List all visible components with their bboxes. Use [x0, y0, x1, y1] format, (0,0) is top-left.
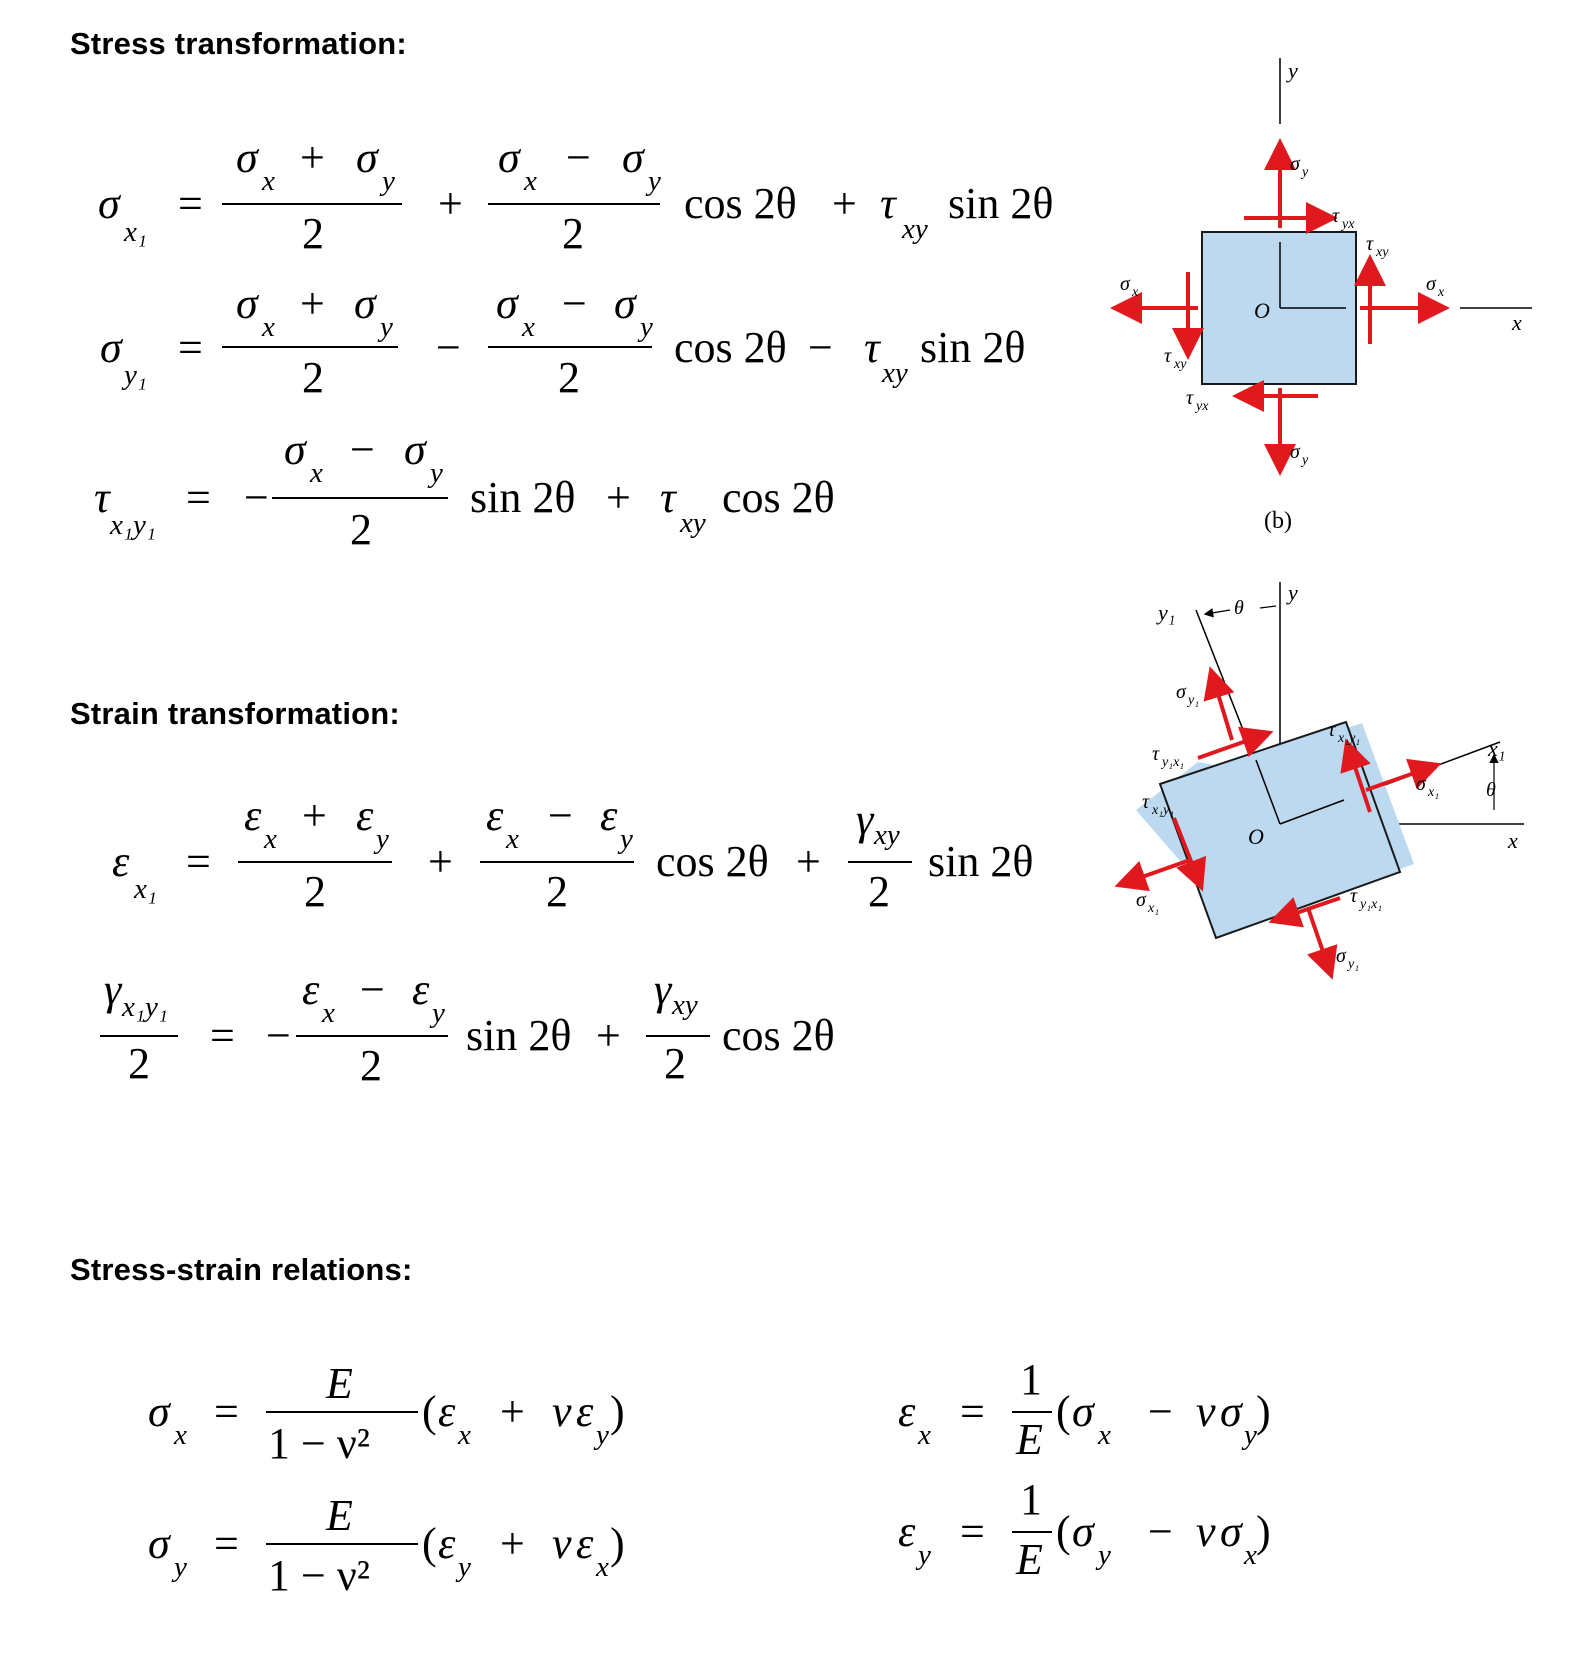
sub-x: x: [1244, 1539, 1257, 1571]
sym-E: E: [1016, 1535, 1043, 1584]
sym-sigma: σ: [356, 133, 378, 182]
sub-x: x: [262, 165, 275, 197]
label-sub-xy: xy: [1376, 245, 1389, 260]
paren-close: ): [1256, 1387, 1271, 1436]
axis-x-label: x: [1508, 828, 1518, 853]
numerator-one: 1: [1020, 1475, 1042, 1524]
heading-stress-transformation: Stress transformation:: [70, 26, 407, 61]
rotated-element-figure: [1122, 580, 1524, 972]
sub-y: y: [432, 997, 445, 1029]
plus-sign: +: [302, 791, 327, 840]
sym-epsilon: ε: [302, 965, 320, 1014]
label-tau-x1y1: τ: [1328, 719, 1336, 741]
cos-2theta: cos 2θ: [722, 473, 835, 522]
sym-epsilon: ε: [486, 791, 504, 840]
sym-tau: τ: [864, 323, 880, 372]
sub-xy: xy: [902, 213, 928, 245]
sym-nu: ν: [1196, 1507, 1216, 1556]
one-minus-nu-squared: 1 − ν²: [268, 1551, 370, 1600]
denominator-two: 2: [562, 209, 584, 258]
equals-sign: =: [960, 1507, 985, 1556]
label-sub-y: y: [1302, 453, 1309, 468]
origin-label: O: [1248, 824, 1264, 849]
sym-nu: ν: [552, 1519, 572, 1568]
sym-epsilon: ε: [356, 791, 374, 840]
sub-y: y: [648, 165, 661, 197]
label-sub-x1y1: x₁y₁: [1338, 731, 1361, 746]
sub-xy: xy: [874, 819, 900, 851]
fraction-bars: [100, 204, 1052, 1544]
sub-y: y: [596, 1419, 609, 1451]
label-sub-x: x: [1132, 285, 1139, 300]
label-tau-yx: τ: [1186, 387, 1194, 409]
plus-sign: +: [428, 837, 453, 886]
label-sub-y1x1: y₁x₁: [1162, 755, 1185, 770]
sub-x: x: [596, 1551, 609, 1583]
paren-open: (: [1056, 1507, 1071, 1556]
sym-E: E: [326, 1359, 353, 1408]
label-sub-x: x: [1438, 285, 1445, 300]
sym-sigma: σ: [1220, 1507, 1242, 1556]
axis-y-label: y: [1288, 580, 1298, 605]
label-tau-yx: τ: [1332, 205, 1340, 227]
sub-y: y: [382, 165, 395, 197]
numerator-one: 1: [1020, 1355, 1042, 1404]
equals-sign: =: [214, 1519, 239, 1568]
sym-sigma: σ: [1220, 1387, 1242, 1436]
sin-2theta: sin 2θ: [466, 1011, 572, 1060]
sym-epsilon: ε: [576, 1519, 594, 1568]
paren-close: ): [1256, 1507, 1271, 1556]
sym-epsilon: ε: [898, 1387, 916, 1436]
plus-sign: +: [300, 133, 325, 182]
minus-sign: −: [548, 791, 573, 840]
minus-sign: −: [436, 323, 461, 372]
plus-sign: +: [500, 1519, 525, 1568]
sym-gamma: γ: [856, 795, 874, 844]
label-tau-y1x1: τ: [1152, 743, 1160, 765]
sym-sigma: σ: [100, 323, 122, 372]
stress-element-figure: [1118, 58, 1532, 534]
sub-x: x: [310, 457, 323, 489]
denominator-two: 2: [360, 1041, 382, 1090]
sym-gamma: γ: [104, 965, 122, 1014]
sub-y: y: [620, 823, 633, 855]
one-minus-nu-squared: 1 − ν²: [268, 1419, 370, 1468]
plus-sign: +: [606, 473, 631, 522]
plus-sign: +: [796, 837, 821, 886]
angle-theta-label: θ: [1234, 597, 1244, 619]
label-tau-y1x1: τ: [1350, 885, 1358, 907]
minus-sign: −: [350, 425, 375, 474]
label-tau-xy: τ: [1164, 345, 1172, 367]
sub-y: y: [174, 1551, 187, 1583]
label-sub-x1y1: x₁y₁: [1152, 803, 1175, 818]
sym-sigma: σ: [236, 279, 258, 328]
heading-strain-transformation: Strain transformation:: [70, 696, 400, 731]
sub-x: x: [174, 1419, 187, 1451]
sub-y: y: [1244, 1419, 1257, 1451]
label-tau-xy: τ: [1366, 233, 1374, 255]
denominator-two: 2: [546, 867, 568, 916]
label-sub-xy: xy: [1174, 357, 1187, 372]
sym-epsilon: ε: [412, 965, 430, 1014]
paren-open: (: [422, 1519, 437, 1568]
plus-sign: +: [596, 1011, 621, 1060]
equals-sign: =: [960, 1387, 985, 1436]
sub-y: y: [380, 311, 393, 343]
axis-y1-label: y₁: [1158, 600, 1176, 625]
cos-2theta: cos 2θ: [684, 179, 797, 228]
label-tau-x1y1: τ: [1142, 791, 1150, 813]
sin-2theta: sin 2θ: [928, 837, 1034, 886]
label-sub-y: y: [1302, 165, 1309, 180]
equals-sign: =: [186, 837, 211, 886]
sym-sigma: σ: [1072, 1387, 1094, 1436]
sym-sigma: σ: [148, 1387, 170, 1436]
label-sub-y1x1: y₁x₁: [1360, 897, 1383, 912]
sub-xy: xy: [680, 507, 706, 539]
sub-y: y: [918, 1539, 931, 1571]
sym-sigma: σ: [148, 1519, 170, 1568]
sub-x: x: [918, 1419, 931, 1451]
sym-epsilon: ε: [244, 791, 262, 840]
sym-sigma: σ: [236, 133, 258, 182]
sym-gamma: γ: [654, 965, 672, 1014]
plus-sign: +: [500, 1387, 525, 1436]
sub-x: x: [264, 823, 277, 855]
denominator-two: 2: [350, 505, 372, 554]
minus-sign: −: [244, 473, 269, 522]
label-sigma-x: σ: [1426, 273, 1436, 295]
sin-2theta: sin 2θ: [948, 179, 1054, 228]
label-sigma-x: σ: [1120, 273, 1130, 295]
angle-theta-label: θ: [1486, 779, 1496, 801]
denominator-two: 2: [868, 867, 890, 916]
sym-tau: τ: [94, 473, 110, 522]
cos-2theta: cos 2θ: [722, 1011, 835, 1060]
sym-sigma: σ: [404, 425, 426, 474]
sym-epsilon: ε: [576, 1387, 594, 1436]
sym-tau: τ: [660, 473, 676, 522]
plus-sign: +: [300, 279, 325, 328]
cos-2theta: cos 2θ: [674, 323, 787, 372]
sub-x1: x₁: [134, 873, 157, 905]
label-sigma-y1: σ: [1176, 681, 1186, 703]
figure-caption-b: (b): [1264, 508, 1292, 534]
sym-E: E: [326, 1491, 353, 1540]
sub-y: y: [430, 457, 443, 489]
label-sigma-x1: σ: [1136, 889, 1146, 911]
denominator-two: 2: [302, 353, 324, 402]
equals-sign: =: [210, 1011, 235, 1060]
label-sigma-y: σ: [1290, 441, 1300, 463]
sub-y: y: [458, 1551, 471, 1583]
sin-2theta: sin 2θ: [470, 473, 576, 522]
sym-sigma: σ: [496, 279, 518, 328]
paren-close: ): [610, 1387, 625, 1436]
label-sub-y1: y₁: [1348, 957, 1360, 972]
heading-stress-strain-relations: Stress-strain relations:: [70, 1252, 413, 1287]
label-sub-y1: y₁: [1188, 693, 1200, 708]
sub-y1: y₁: [124, 359, 147, 391]
sym-E: E: [1016, 1415, 1043, 1464]
sym-sigma: σ: [284, 425, 306, 474]
sym-epsilon: ε: [438, 1519, 456, 1568]
minus-sign: −: [266, 1011, 291, 1060]
equals-sign: =: [178, 323, 203, 372]
plus-sign: +: [832, 179, 857, 228]
minus-sign: −: [1148, 1387, 1173, 1436]
sub-x1y1: x₁y₁: [110, 509, 156, 541]
minus-sign: −: [1148, 1507, 1173, 1556]
sub-y: y: [640, 311, 653, 343]
denominator-two: 2: [128, 1039, 150, 1088]
sub-xy: xy: [672, 989, 698, 1021]
sub-x: x: [262, 311, 275, 343]
equals-sign: =: [214, 1387, 239, 1436]
cos-2theta: cos 2θ: [656, 837, 769, 886]
equals-sign: =: [178, 179, 203, 228]
sub-x1: x₁: [124, 216, 147, 248]
sym-tau: τ: [880, 179, 896, 228]
paren-open: (: [422, 1387, 437, 1436]
sub-x: x: [458, 1419, 471, 1451]
sub-x: x: [506, 823, 519, 855]
sym-epsilon: ε: [600, 791, 618, 840]
axis-x1-label: x₁: [1488, 736, 1506, 761]
sub-xy: xy: [882, 357, 908, 389]
label-sigma-y: σ: [1290, 153, 1300, 175]
sub-x: x: [522, 311, 535, 343]
label-sub-yx: yx: [1196, 399, 1209, 414]
axis-y-label: y: [1288, 58, 1298, 83]
minus-sign: −: [360, 965, 385, 1014]
plus-sign: +: [438, 179, 463, 228]
sub-x1y1: x₁y₁: [122, 991, 168, 1023]
paren-open: (: [1056, 1387, 1071, 1436]
axis-x-label: x: [1512, 310, 1522, 335]
label-sub-yx: yx: [1342, 217, 1355, 232]
sub-x: x: [524, 165, 537, 197]
equals-sign: =: [186, 473, 211, 522]
sym-sigma: σ: [98, 179, 120, 228]
denominator-two: 2: [558, 353, 580, 402]
denominator-two: 2: [664, 1039, 686, 1088]
sym-epsilon: ε: [112, 837, 130, 886]
sym-sigma: σ: [354, 279, 376, 328]
label-sigma-x1: σ: [1416, 773, 1426, 795]
sub-x: x: [1098, 1419, 1111, 1451]
sub-x: x: [322, 997, 335, 1029]
label-sub-x1: x₁: [1148, 901, 1160, 916]
denominator-two: 2: [302, 209, 324, 258]
sub-y: y: [376, 823, 389, 855]
label-sub-x1: x₁: [1428, 785, 1440, 800]
sym-nu: ν: [1196, 1387, 1216, 1436]
sub-y: y: [1098, 1539, 1111, 1571]
sym-epsilon: ε: [898, 1507, 916, 1556]
minus-sign: −: [808, 323, 833, 372]
sin-2theta: sin 2θ: [920, 323, 1026, 372]
sym-sigma: σ: [622, 133, 644, 182]
minus-sign: −: [566, 133, 591, 182]
label-sigma-y1: σ: [1336, 945, 1346, 967]
origin-label: O: [1254, 298, 1270, 323]
sym-sigma: σ: [1072, 1507, 1094, 1556]
paren-close: ): [610, 1519, 625, 1568]
sym-nu: ν: [552, 1387, 572, 1436]
denominator-two: 2: [304, 867, 326, 916]
sym-sigma: σ: [498, 133, 520, 182]
sym-sigma: σ: [614, 279, 636, 328]
minus-sign: −: [562, 279, 587, 328]
sym-epsilon: ε: [438, 1387, 456, 1436]
